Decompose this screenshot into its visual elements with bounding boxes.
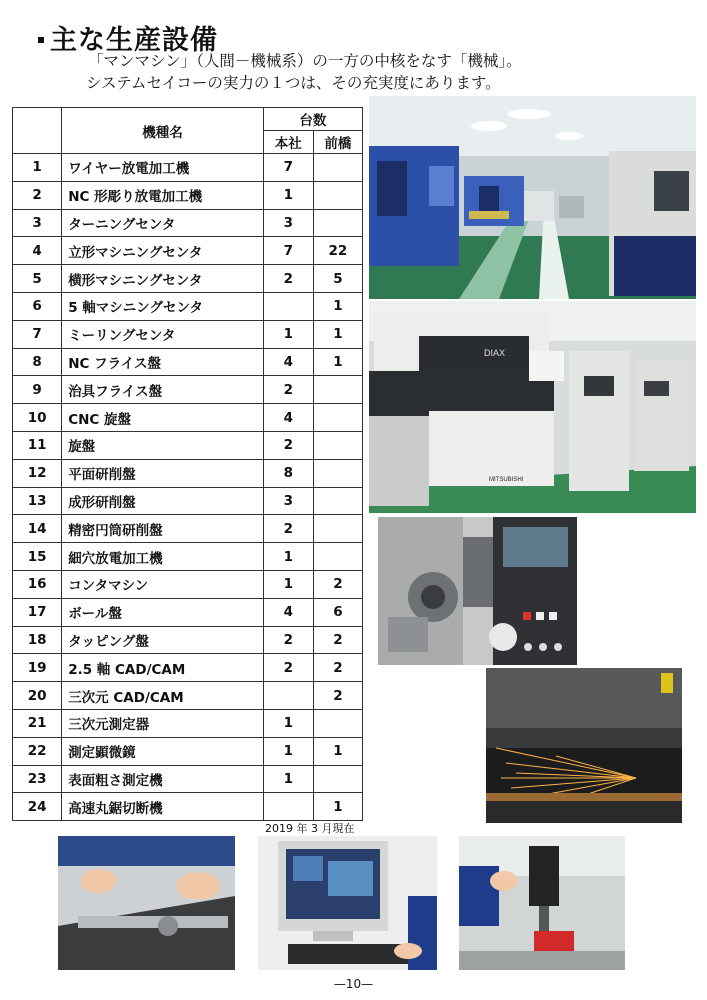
table-row (13, 682, 363, 710)
row-number: 19 (13, 654, 62, 682)
row-hq-count: 1 (263, 320, 313, 348)
row-number: 14 (13, 515, 62, 543)
machine-brand-label: DIAX (484, 348, 506, 358)
header-count: 台数 (263, 108, 362, 131)
table-row (13, 515, 363, 543)
row-machine-name: 2.5 軸 CAD/CAM (62, 654, 264, 682)
row-maebashi-count (313, 765, 362, 793)
row-hq-count (263, 292, 313, 320)
machine-maker-label: MITSUBISHI (489, 477, 524, 483)
table-row (13, 376, 363, 404)
row-number: 9 (13, 376, 62, 404)
table-row (13, 543, 363, 571)
row-hq-count: 4 (263, 348, 313, 376)
row-maebashi-count (313, 209, 362, 237)
row-number: 10 (13, 404, 62, 432)
row-number: 21 (13, 709, 62, 737)
table-row (13, 598, 363, 626)
row-hq-count: 1 (263, 543, 313, 571)
header-maebashi: 前橋 (313, 131, 362, 154)
row-maebashi-count: 1 (313, 793, 362, 821)
cnc-lathe-control-photo (378, 517, 577, 665)
row-hq-count: 2 (263, 654, 313, 682)
row-maebashi-count (313, 487, 362, 515)
table-row (13, 209, 363, 237)
row-machine-name: NC フライス盤 (62, 348, 264, 376)
row-number: 3 (13, 209, 62, 237)
row-hq-count: 1 (263, 737, 313, 765)
table-header-row (13, 108, 363, 131)
row-maebashi-count (313, 515, 362, 543)
row-number: 11 (13, 431, 62, 459)
row-maebashi-count (313, 459, 362, 487)
table-row (13, 570, 363, 598)
row-machine-name: 治具フライス盤 (62, 376, 264, 404)
row-machine-name: ボール盤 (62, 598, 264, 626)
row-maebashi-count: 6 (313, 598, 362, 626)
table-row (13, 765, 363, 793)
row-machine-name: 平面研削盤 (62, 459, 264, 487)
row-number: 15 (13, 543, 62, 571)
row-maebashi-count (313, 431, 362, 459)
row-hq-count: 4 (263, 404, 313, 432)
row-hq-count: 8 (263, 459, 313, 487)
row-maebashi-count (313, 404, 362, 432)
assembly-hands-photo (58, 836, 235, 970)
factory-floor-photo (369, 96, 696, 299)
intro-text (88, 50, 648, 94)
intro-line-2: システムセイコーの実力の１つは、その充実度にあります。 (86, 74, 501, 92)
row-maebashi-count: 5 (313, 265, 362, 293)
row-hq-count: 2 (263, 515, 313, 543)
table-row (13, 709, 363, 737)
row-machine-name: 5 軸マシニングセンタ (62, 292, 264, 320)
table-row (13, 626, 363, 654)
table-row (13, 459, 363, 487)
table-row (13, 265, 363, 293)
header-hq: 本社 (263, 131, 313, 154)
cad-cam-monitor-photo (258, 836, 437, 970)
intro-line-1: 「マンマシン」（人間－機械系）の一方の中核をなす「機械」。 (88, 52, 522, 70)
row-machine-name: CNC 旋盤 (62, 404, 264, 432)
row-machine-name: 測定顕微鏡 (62, 737, 264, 765)
row-number: 5 (13, 265, 62, 293)
measurement-photo (459, 836, 625, 970)
table-row (13, 431, 363, 459)
row-machine-name: タッピング盤 (62, 626, 264, 654)
table-caption: 2019 年 3 月現在 (265, 822, 355, 835)
row-machine-name: 高速丸鋸切断機 (62, 793, 264, 821)
row-maebashi-count: 1 (313, 348, 362, 376)
table-row (13, 181, 363, 209)
row-hq-count (263, 682, 313, 710)
row-number: 6 (13, 292, 62, 320)
table-row (13, 404, 363, 432)
row-maebashi-count (313, 376, 362, 404)
row-machine-name: ミーリングセンタ (62, 320, 264, 348)
row-machine-name: 旋盤 (62, 431, 264, 459)
table-row (13, 793, 363, 821)
row-machine-name: 精密円筒研削盤 (62, 515, 264, 543)
row-hq-count: 7 (263, 237, 313, 265)
page-number: —10— (333, 977, 374, 991)
row-number: 2 (13, 181, 62, 209)
row-hq-count: 1 (263, 181, 313, 209)
row-maebashi-count (313, 181, 362, 209)
row-number: 12 (13, 459, 62, 487)
row-maebashi-count: 2 (313, 626, 362, 654)
table-row (13, 654, 363, 682)
row-hq-count: 1 (263, 570, 313, 598)
row-hq-count: 1 (263, 765, 313, 793)
bullet-icon (38, 37, 44, 43)
row-machine-name: 横形マシニングセンタ (62, 265, 264, 293)
page-title-text: 主な生産設備 (50, 25, 218, 56)
table-row (13, 320, 363, 348)
row-maebashi-count: 2 (313, 570, 362, 598)
row-hq-count: 2 (263, 626, 313, 654)
row-machine-name: NC 形彫り放電加工機 (62, 181, 264, 209)
header-no (13, 108, 62, 154)
row-number: 16 (13, 570, 62, 598)
row-hq-count (263, 793, 313, 821)
row-maebashi-count (313, 154, 362, 182)
row-number: 4 (13, 237, 62, 265)
row-machine-name: コンタマシン (62, 570, 264, 598)
row-hq-count: 2 (263, 376, 313, 404)
row-maebashi-count: 1 (313, 292, 362, 320)
cutting-sparks-photo (486, 668, 682, 823)
row-number: 8 (13, 348, 62, 376)
row-hq-count: 7 (263, 154, 313, 182)
wire-edm-machines-photo (369, 301, 696, 513)
row-maebashi-count: 2 (313, 654, 362, 682)
row-hq-count: 1 (263, 709, 313, 737)
row-machine-name: 三次元測定器 (62, 709, 264, 737)
row-machine-name: 表面粗さ測定機 (62, 765, 264, 793)
row-maebashi-count: 1 (313, 320, 362, 348)
row-number: 1 (13, 154, 62, 182)
row-maebashi-count: 1 (313, 737, 362, 765)
row-number: 13 (13, 487, 62, 515)
table-row (13, 237, 363, 265)
header-name: 機種名 (62, 108, 264, 154)
table-row (13, 487, 363, 515)
row-machine-name: ターニングセンタ (62, 209, 264, 237)
equipment-table (12, 107, 363, 821)
row-hq-count: 4 (263, 598, 313, 626)
row-number: 17 (13, 598, 62, 626)
row-number: 20 (13, 682, 62, 710)
row-machine-name: 立形マシニングセンタ (62, 237, 264, 265)
row-machine-name: 細穴放電加工機 (62, 543, 264, 571)
row-number: 24 (13, 793, 62, 821)
row-machine-name: 三次元 CAD/CAM (62, 682, 264, 710)
row-number: 7 (13, 320, 62, 348)
row-maebashi-count (313, 709, 362, 737)
row-maebashi-count: 2 (313, 682, 362, 710)
row-hq-count: 3 (263, 209, 313, 237)
row-hq-count: 2 (263, 431, 313, 459)
row-machine-name: 成形研削盤 (62, 487, 264, 515)
row-hq-count: 3 (263, 487, 313, 515)
row-machine-name: ワイヤー放電加工機 (62, 154, 264, 182)
row-number: 23 (13, 765, 62, 793)
row-number: 22 (13, 737, 62, 765)
table-row (13, 292, 363, 320)
table-row (13, 154, 363, 182)
row-maebashi-count: 22 (313, 237, 362, 265)
row-hq-count: 2 (263, 265, 313, 293)
table-row (13, 348, 363, 376)
row-number: 18 (13, 626, 62, 654)
table-row (13, 737, 363, 765)
row-maebashi-count (313, 543, 362, 571)
